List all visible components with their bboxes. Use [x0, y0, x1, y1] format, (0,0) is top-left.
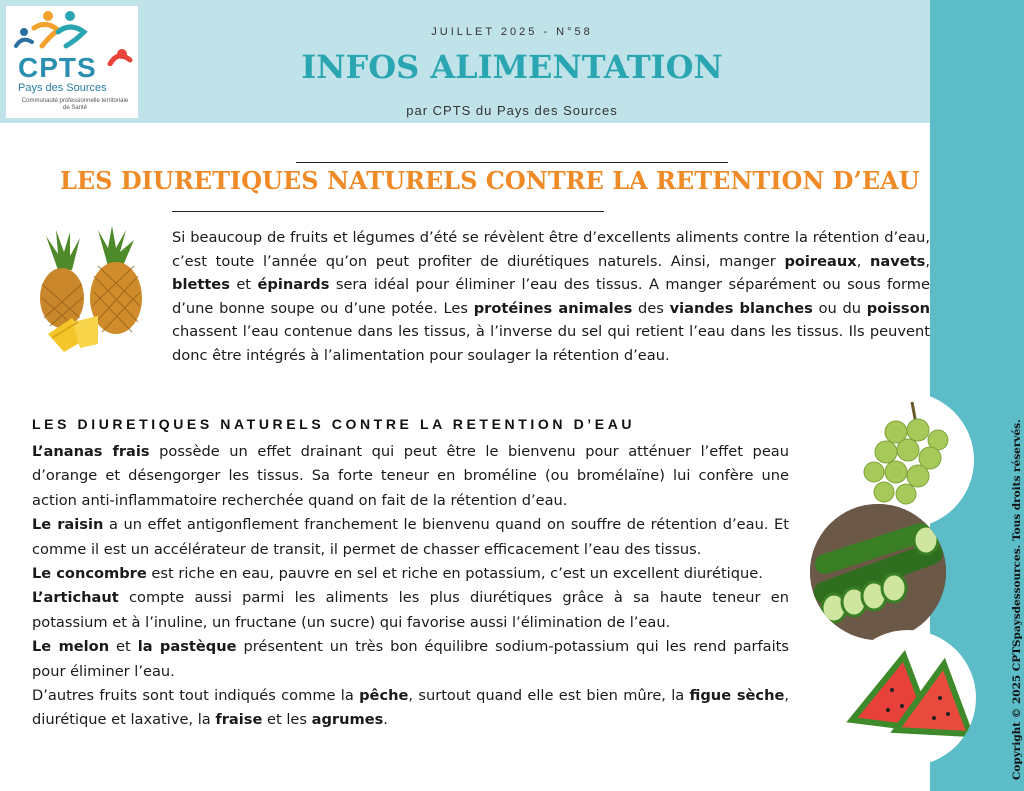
body-text: présentent un très bon équilibre sodium-potassium qui les rend parfaits pour éliminer l’eau. — [32, 638, 789, 680]
emphasis-text: épinards — [257, 276, 330, 294]
body-paragraph — [32, 684, 789, 733]
body-text: , diurétique et laxative, la — [32, 687, 789, 729]
issue-label: JUILLET 2025 - N°58 — [431, 26, 593, 38]
emphasis-text: blettes — [172, 276, 230, 294]
emphasis-text: navets — [870, 252, 926, 270]
divider-top — [296, 162, 728, 163]
body-text: , — [925, 252, 930, 270]
emphasis-text: poireaux — [784, 252, 857, 270]
body-paragraph — [32, 586, 789, 635]
page-title: INFOS ALIMENTATION — [301, 48, 723, 86]
intro-paragraph — [172, 226, 930, 368]
emphasis-text: figue sèche — [689, 687, 785, 705]
body-text: possède un effet drainant qui peut être le bienvenu pour atténuer l’effet peau d’orange et désengorger les tissus. Sa forte teneur en broméline (ou bromélaïne) lui confère une action anti-inflammatoire recherchée quand on fait de la rétention d’eau. — [32, 443, 789, 509]
emphasis-text: fraise — [215, 711, 263, 729]
body-text: Si beaucoup de fruits et légumes d’été se révèlent être d’excellents aliments contre la rétention d’eau, c’est toute l’année qu’on peut profiter de diurétiques naturels. Ainsi, manger — [172, 229, 930, 270]
body-text: et les — [262, 711, 312, 729]
logo-tagline: Communauté professionnelle territoriale de Santé — [21, 98, 129, 111]
watermelon-image — [840, 630, 976, 766]
body-text: a un effet antigonflement franchement le bienvenu quand on souffre de rétention d’eau. Et comme il est un accélérateur de transit, il permet de chasser efficacement l’eau des tissus. — [32, 516, 789, 558]
emphasis-text: poisson — [866, 299, 931, 317]
divider-bottom — [172, 211, 604, 212]
body-paragraph — [32, 440, 789, 513]
article-heading: LES DIURETIQUES NATURELS CONTRE LA RETENTION D’EAU — [60, 166, 920, 195]
body-text: chassent l’eau contenue dans les tissus, à l’inverse du sel qui retient l’eau dans les tissus. Ils peuvent donc être intégrés à l’alimentation pour soulager la rétention d’eau. — [172, 323, 930, 364]
emphasis-text: Le concombre — [32, 565, 147, 583]
emphasis-text: protéines animales — [473, 299, 633, 317]
cpts-logo — [6, 6, 138, 118]
body-paragraph — [32, 562, 789, 586]
body-text: est riche en eau, pauvre en sel et riche en potassium, c’est un excellent diurétique. — [146, 565, 763, 583]
body-text: et — [109, 638, 138, 656]
emphasis-text: L’artichaut — [32, 589, 119, 607]
section-subheading: LES DIURETIQUES NATURELS CONTRE LA RETENTION D’EAU — [32, 416, 636, 432]
article-body — [32, 440, 789, 733]
body-text: , surtout quand elle est bien mûre, la — [408, 687, 690, 705]
body-text: des — [632, 299, 670, 317]
body-text: sera idéal pour éliminer l’eau des tissus. A manger séparément ou sous forme d’une bonne soupe ou d’une potée. Les — [172, 276, 930, 317]
emphasis-text: pêche — [359, 687, 409, 705]
body-paragraph — [32, 513, 789, 562]
body-text: compte aussi parmi les aliments les plus diurétiques grâce à sa haute teneur en potassium et à l’inuline, un fructane (un sucre) qui favorise aussi l’élimination de l’eau. — [32, 589, 789, 631]
emphasis-text: Le melon — [32, 638, 110, 656]
body-text: , — [856, 252, 871, 270]
body-text: ou du — [812, 299, 867, 317]
body-text: D’autres fruits sont tout indiqués comme la — [32, 687, 360, 705]
emphasis-text: la pastèque — [137, 638, 237, 656]
body-paragraph — [32, 635, 789, 684]
pineapple-image — [28, 226, 148, 356]
logo-wordmark: CPTS — [18, 52, 97, 83]
body-text: . — [383, 711, 388, 729]
byline: par CPTS du Pays des Sources — [406, 103, 618, 118]
emphasis-text: Le raisin — [32, 516, 104, 534]
logo-subtitle: Pays des Sources — [18, 82, 107, 94]
copyright-notice: Copyright © 2025 CPTSpaysdessources. Tous droits réservés. — [1011, 419, 1023, 780]
cucumber-image — [810, 504, 946, 640]
body-text: et — [229, 276, 258, 294]
emphasis-text: viandes blanches — [669, 299, 813, 317]
emphasis-text: agrumes — [311, 711, 384, 729]
emphasis-text: L’ananas frais — [32, 443, 150, 460]
